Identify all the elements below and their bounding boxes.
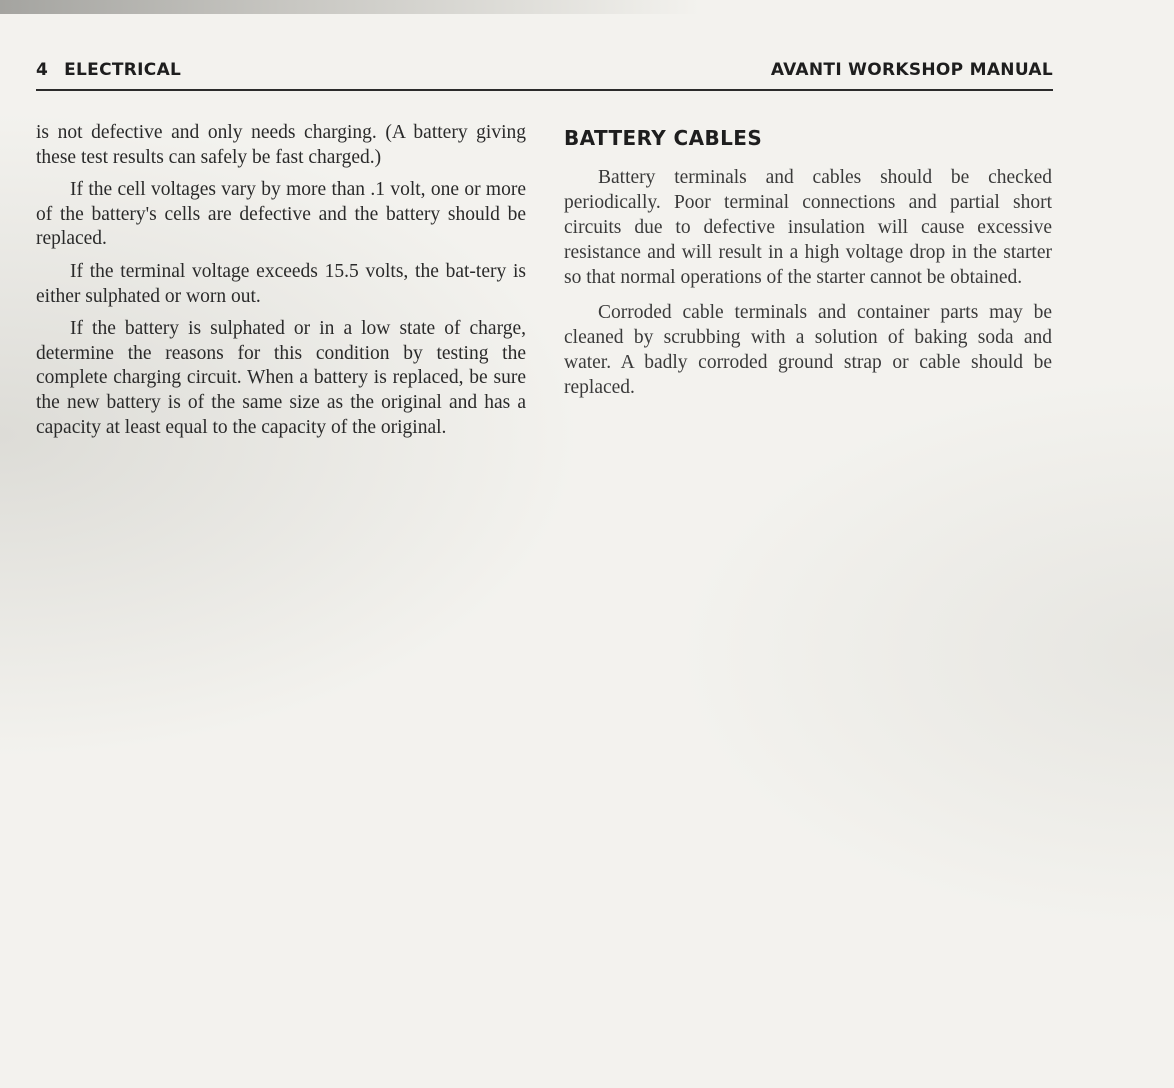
header-rule — [36, 89, 1053, 91]
left-column — [36, 121, 526, 448]
scan-edge-shadow — [0, 0, 700, 14]
paragraph-terminal-voltage: If the terminal voltage exceeds 15.5 volts, the bat-tery is either sulphated or worn out. — [36, 260, 526, 307]
right-column — [564, 121, 1052, 410]
paragraph-battery-terminals: Battery terminals and cables should be checked periodically. Poor terminal connections and partial short circuits due to defective insulation will cause excessive resistance and will result in a high voltage drop in the starter so that normal operations of the starter cannot be obtained. — [564, 167, 1052, 288]
section-heading: BATTERY CABLES — [564, 126, 763, 150]
paragraph-cell-voltages: If the cell voltages vary by more than .1 volt, one or more of the battery's cells are defective and the battery should be replaced. — [36, 179, 526, 250]
paragraph-sulphated: If the battery is sulphated or in a low state of charge, determine the reasons for this condition by testing the complete charging circuit. When a battery is replaced, be sure the new battery is of the same size as the original and has a capacity at least equal to the capacity of the original. — [36, 318, 526, 438]
manual-title: AVANTI WORKSHOP MANUAL — [770, 60, 1053, 80]
section-title: ELECTRICAL — [64, 60, 182, 80]
paragraph-corroded-terminals: Corroded cable terminals and container parts may be cleaned by scrubbing with a solution of baking soda and water. A badly corroded ground strap or cable should be replaced. — [564, 302, 1052, 398]
paragraph-continuation: is not defective and only needs charging. (A battery giving these test results can safely be fast charged.) — [36, 122, 526, 168]
page-number: 4 — [36, 60, 49, 80]
page-header — [36, 60, 1053, 86]
header-left — [36, 60, 181, 80]
